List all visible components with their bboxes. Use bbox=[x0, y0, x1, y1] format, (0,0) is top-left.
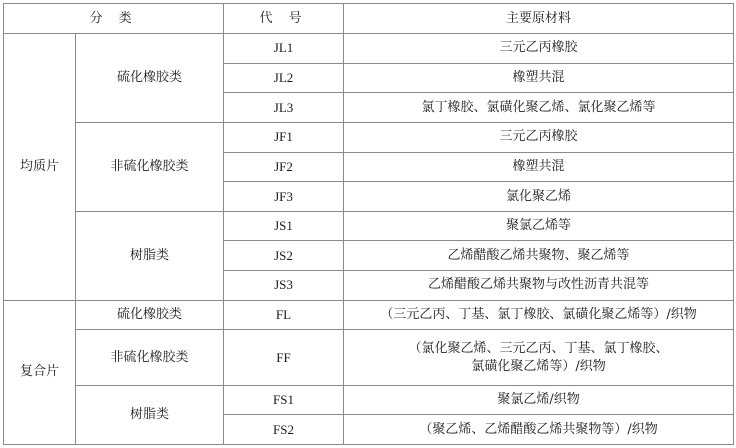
code-cell: FS2 bbox=[224, 415, 344, 445]
code-cell: FF bbox=[224, 330, 344, 385]
code-cell: JS3 bbox=[224, 271, 344, 301]
material-cell: 氯丁橡胶、氯磺化聚乙烯、氯化聚乙烯等 bbox=[344, 93, 734, 123]
material-cell: 橡塑共混 bbox=[344, 152, 734, 182]
material-line-1: （氯化聚乙烯、三元乙丙、丁基、氯丁橡胶、 bbox=[408, 340, 669, 356]
header-code: 代 号 bbox=[224, 4, 344, 34]
material-cell: 乙烯醋酸乙烯共聚物、聚乙烯等 bbox=[344, 241, 734, 271]
subgroup-label: 树脂类 bbox=[76, 385, 224, 444]
code-cell: JF2 bbox=[224, 152, 344, 182]
code-cell: JF1 bbox=[224, 122, 344, 152]
material-cell: 聚氯乙烯/织物 bbox=[344, 385, 734, 415]
subgroup-label: 硫化橡胶类 bbox=[76, 300, 224, 330]
material-classification-table bbox=[3, 3, 734, 445]
code-cell: JS1 bbox=[224, 211, 344, 241]
code-cell: JF3 bbox=[224, 182, 344, 212]
table-row bbox=[4, 211, 734, 241]
table-row bbox=[4, 330, 734, 385]
group-label: 复合片 bbox=[4, 300, 76, 444]
subgroup-label: 非硫化橡胶类 bbox=[76, 330, 224, 385]
group-label: 均质片 bbox=[4, 34, 76, 301]
material-cell bbox=[344, 330, 734, 385]
material-line-2: 氯磺化聚乙烯等）/织物 bbox=[471, 358, 606, 374]
material-cell: （聚乙烯、乙烯醋酸乙烯共聚物等）/织物 bbox=[344, 415, 734, 445]
header-material: 主要原材料 bbox=[344, 4, 734, 34]
code-cell: FL bbox=[224, 300, 344, 330]
code-cell: JL3 bbox=[224, 93, 344, 123]
material-cell: 橡塑共混 bbox=[344, 63, 734, 93]
table-row bbox=[4, 34, 734, 64]
subgroup-label: 硫化橡胶类 bbox=[76, 34, 224, 123]
material-cell: 氯化聚乙烯 bbox=[344, 182, 734, 212]
table-row bbox=[4, 385, 734, 415]
material-cell: 三元乙丙橡胶 bbox=[344, 122, 734, 152]
material-cell: （三元乙丙、丁基、氯丁橡胶、氯磺化聚乙烯等）/织物 bbox=[344, 300, 734, 330]
material-cell: 三元乙丙橡胶 bbox=[344, 34, 734, 64]
table-row bbox=[4, 122, 734, 152]
code-cell: FS1 bbox=[224, 385, 344, 415]
material-cell: 乙烯醋酸乙烯共聚物与改性沥青共混等 bbox=[344, 271, 734, 301]
header-row bbox=[4, 4, 734, 34]
subgroup-label: 树脂类 bbox=[76, 211, 224, 300]
subgroup-label: 非硫化橡胶类 bbox=[76, 122, 224, 211]
code-cell: JL1 bbox=[224, 34, 344, 64]
table-row bbox=[4, 300, 734, 330]
material-cell: 聚氯乙烯等 bbox=[344, 211, 734, 241]
code-cell: JL2 bbox=[224, 63, 344, 93]
code-cell: JS2 bbox=[224, 241, 344, 271]
header-category: 分 类 bbox=[4, 4, 224, 34]
